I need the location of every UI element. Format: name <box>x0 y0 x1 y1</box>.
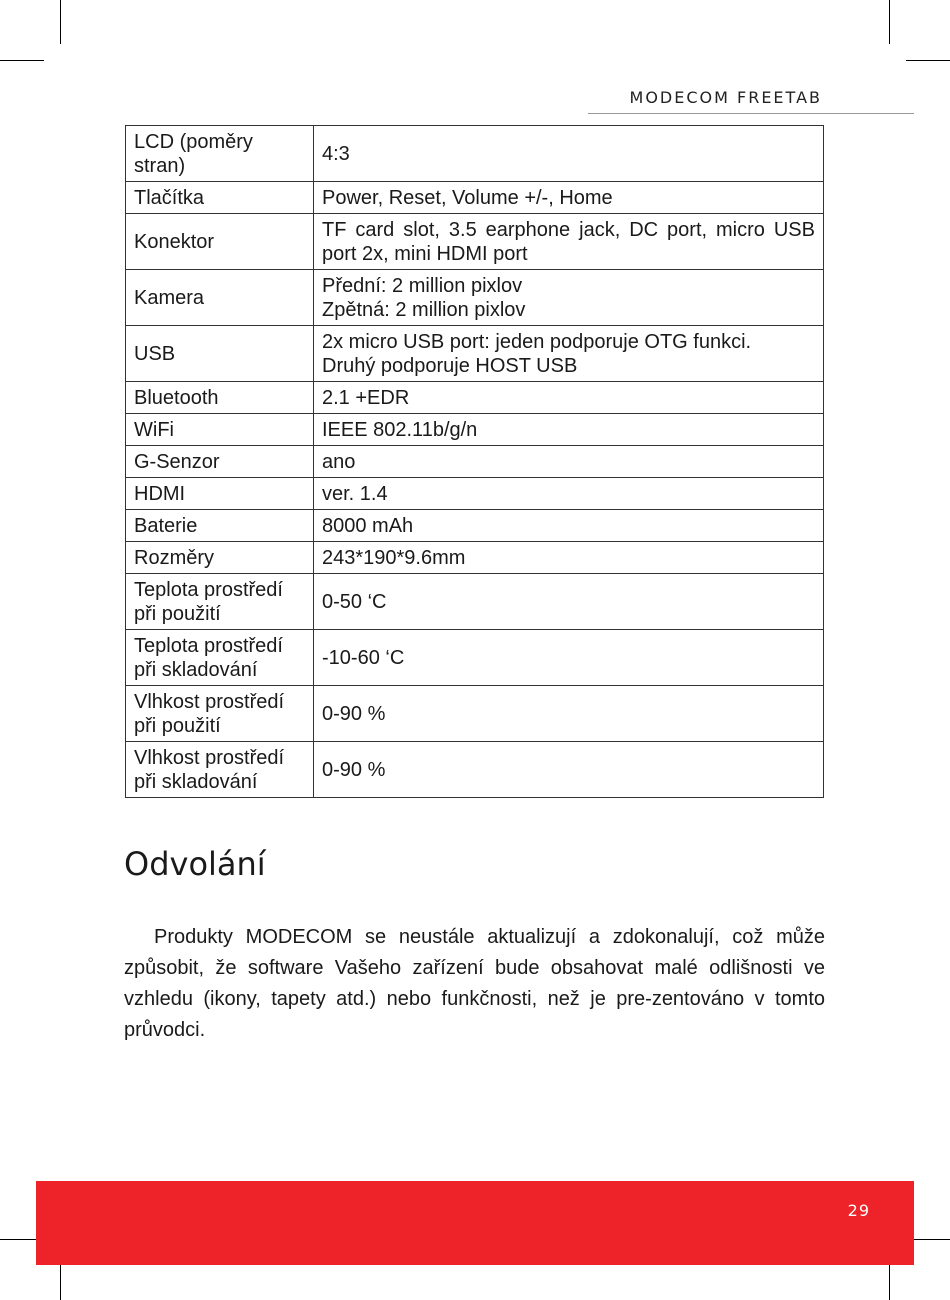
spec-value: ano <box>314 446 824 478</box>
spec-value: 8000 mAh <box>314 510 824 542</box>
spec-label: Teplota prostředí při použití <box>126 574 314 630</box>
spec-label: USB <box>126 326 314 382</box>
spec-value: 2.1 +EDR <box>314 382 824 414</box>
table-row <box>126 414 824 446</box>
spec-value: TF card slot, 3.5 earphone jack, DC port, micro USB port 2x, mini HDMI port <box>314 214 824 270</box>
table-row <box>126 126 824 182</box>
table-row <box>126 686 824 742</box>
crop-mark <box>0 60 44 61</box>
spec-value-line: 2x micro USB port: jeden podporuje OTG funkci. <box>322 331 752 353</box>
spec-label: Bluetooth <box>126 382 314 414</box>
spec-label: Rozměry <box>126 542 314 574</box>
table-row <box>126 630 824 686</box>
spec-label: Kamera <box>126 270 314 326</box>
spec-value: -10-60 ‘C <box>314 630 824 686</box>
table-row <box>126 326 824 382</box>
table-row <box>126 446 824 478</box>
crop-mark <box>889 0 890 44</box>
footer-band <box>36 1181 914 1265</box>
spec-label: HDMI <box>126 478 314 510</box>
spec-label: Konektor <box>126 214 314 270</box>
spec-value: IEEE 802.11b/g/n <box>314 414 824 446</box>
table-row <box>126 214 824 270</box>
spec-value: 0-90 % <box>314 742 824 798</box>
spec-value: 243*190*9.6mm <box>314 542 824 574</box>
header-rule <box>588 113 914 114</box>
spec-value <box>314 270 824 326</box>
spec-value: 4:3 <box>314 126 824 182</box>
section-title: Odvolání <box>124 845 266 883</box>
spec-value-line: Zpětná: 2 million pixlov <box>322 299 526 321</box>
spec-value: Power, Reset, Volume +/-, Home <box>314 182 824 214</box>
table-row <box>126 542 824 574</box>
spec-label: Vlhkost prostředí při skladování <box>126 742 314 798</box>
spec-label: Teplota prostředí při skladování <box>126 630 314 686</box>
spec-value <box>314 326 824 382</box>
crop-mark <box>60 0 61 44</box>
table-row <box>126 510 824 542</box>
header-brand: MODECOM FREETAB <box>629 88 822 107</box>
spec-label: Tlačítka <box>126 182 314 214</box>
disclaimer-paragraph: Produkty MODECOM se neustále aktualizují a zdokonalují, což může způsobit, že software Vašeho zařízení bude obsahovat malé odlišnosti ve vzhledu (ikony, tapety atd.) nebo funkčnosti, než je pre-zentováno v tomto průvodci. <box>124 926 825 1041</box>
spec-table <box>125 125 824 798</box>
table-row <box>126 478 824 510</box>
spec-value: 0-50 ‘C <box>314 574 824 630</box>
page-number: 29 <box>847 1201 870 1220</box>
spec-label: LCD (poměry stran) <box>126 126 314 182</box>
spec-value: ver. 1.4 <box>314 478 824 510</box>
table-row <box>126 382 824 414</box>
spec-label: Baterie <box>126 510 314 542</box>
spec-label: G-Senzor <box>126 446 314 478</box>
spec-label: Vlhkost prostředí při použití <box>126 686 314 742</box>
table-row <box>126 182 824 214</box>
spec-value-line: Druhý podporuje HOST USB <box>322 355 578 377</box>
spec-label: WiFi <box>126 414 314 446</box>
table-row <box>126 742 824 798</box>
table-row <box>126 270 824 326</box>
table-row <box>126 574 824 630</box>
spec-value-line: Přední: 2 million pixlov <box>322 275 523 297</box>
crop-mark <box>906 60 950 61</box>
spec-value: 0-90 % <box>314 686 824 742</box>
